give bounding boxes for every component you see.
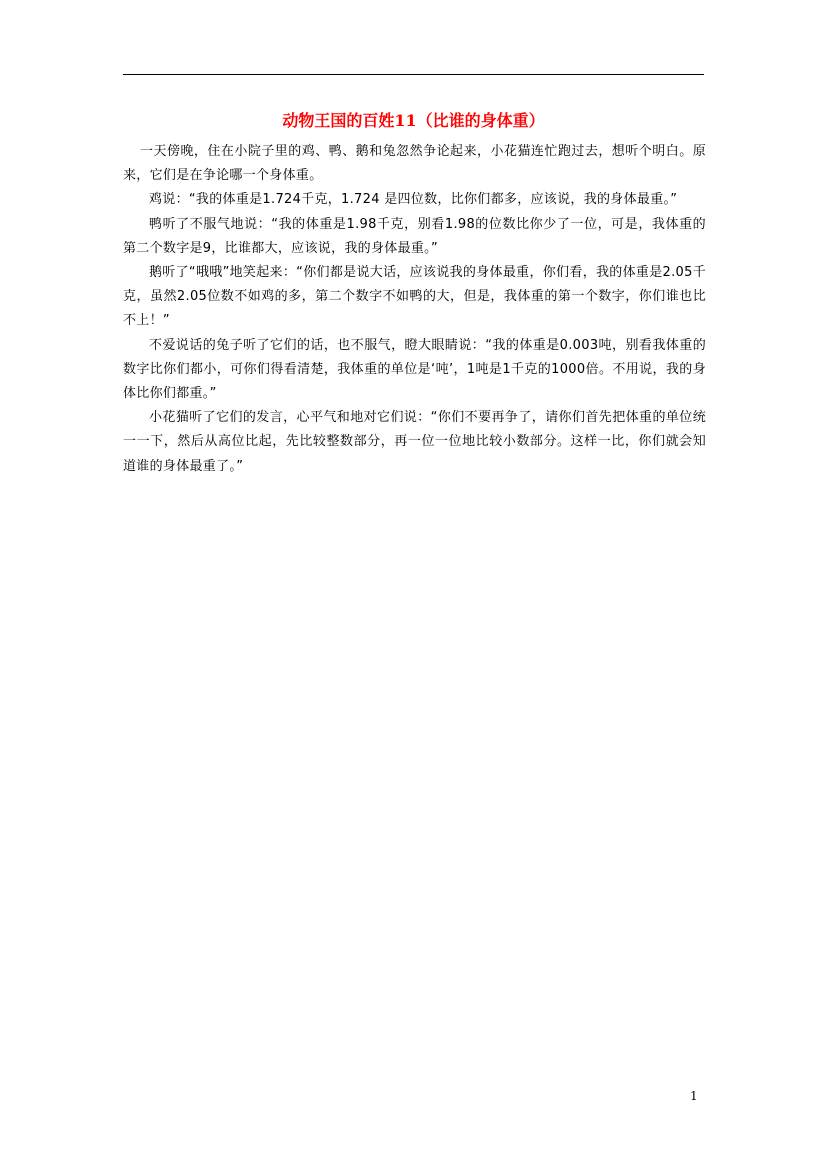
document-title: 动物王国的百姓11（比谁的身体重） — [282, 111, 545, 130]
paragraph-cat: 小花猫听了它们的发言，心平气和地对它们说：“你们不要再争了，请你们首先把体重的单位统一一下，然后从高位比起，先比较整数部分，再一位一位地比较小数部分。这样一比，你们就会知道谁的身体最重了。” — [123, 410, 706, 474]
header-rule — [123, 74, 704, 75]
paragraph-duck: 鸭听了不服气地说：“我的体重是1.98千克，别看1.98的位数比你少了一位，可是，我体重的第二个数字是9，比谁都大，应该说，我的身体最重。” — [123, 216, 706, 256]
paragraph-rabbit: 不爱说话的兔子听了它们的话，也不服气，瞪大眼睛说：“我的体重是0.003吨，别看我体重的数字比你们都小，可你们得看清楚，我体重的单位是‘吨’，1吨是1千克的1000倍。不用说，我的身体比你们都重。” — [123, 337, 706, 402]
paragraph-intro: 一天傍晚，住在小院子里的鸡、鸭、鹅和兔忽然争论起来，小花猫连忙跑过去，想听个明白。原来，它们是在争论哪一个身体重。 — [123, 144, 706, 184]
paragraph-goose: 鹅听了“哦哦”地笑起来：“你们都是说大话，应该说我的身体最重，你们看，我的体重是2.05千克，虽然2.05位数不如鸡的多，第二个数字不如鸭的大，但是，我体重的第一个数字，你们谁也比不上！” — [123, 265, 706, 329]
page-number: 1 — [690, 1089, 698, 1103]
paragraph-chicken: 鸡说：“我的体重是1.724千克，1.724 是四位数，比你们都多，应该说，我的身体最重。” — [149, 192, 678, 208]
document-body — [123, 140, 706, 479]
